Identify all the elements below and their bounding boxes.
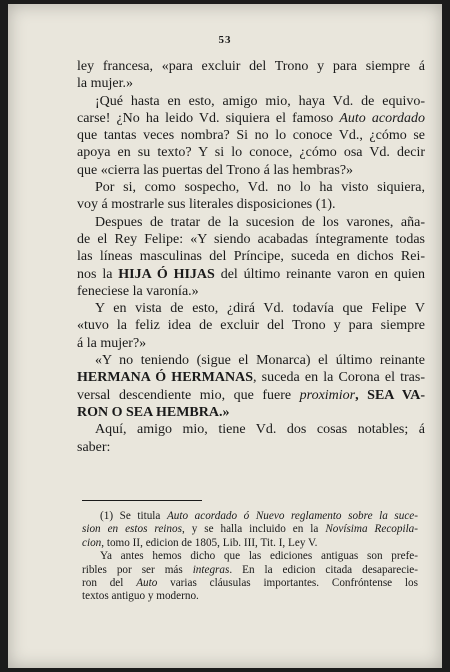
bold-emphasis: HIJA Ó HIJAS [118, 266, 215, 282]
footnote-line [82, 577, 418, 590]
text-segment: á la mujer?» [77, 335, 147, 351]
text-line [77, 300, 425, 317]
text-segment: , y se halla incluido en la [181, 523, 326, 536]
text-segment: ribles por ser más [82, 563, 193, 576]
text-segment: «Y no teniendo (sigue el Monarca) el último reinante [95, 353, 425, 369]
italic-term: Auto [136, 577, 158, 590]
text-segment: varias cláusulas importantes. Confróntense los [157, 577, 418, 590]
text-segment: apoya en su texto? Y si lo conoce, ¿cómo osa Vd. decir [77, 145, 425, 161]
text-line [77, 214, 425, 231]
text-line [77, 404, 425, 421]
text-line [77, 179, 425, 196]
text-line [77, 248, 425, 265]
text-segment: la mujer.» [77, 76, 133, 92]
text-segment: ley francesa, «para excluir del Trono y para siempre á [77, 59, 425, 74]
text-segment: (1) Se titula [100, 510, 167, 522]
text-line [77, 110, 425, 127]
text-line [77, 231, 425, 248]
page-number: 53 [218, 34, 232, 46]
text-line [77, 127, 425, 144]
footnote-divider [82, 500, 202, 501]
text-line [77, 369, 425, 386]
text-segment: de el Rey Felipe: «Y siendo acabadas íntegramente todas [77, 231, 425, 247]
footnote-line [82, 537, 418, 550]
text-line [77, 93, 425, 110]
text-segment: Aquí, amigo mio, tiene Vd. dos cosas notables; á [95, 422, 425, 438]
footnote [82, 510, 418, 604]
text-segment: que tantas veces nombra? Si no lo conoce Vd., ¿cómo se [77, 128, 425, 144]
text-segment: nos la [77, 266, 119, 282]
bold-emphasis: HERMANA Ó HERMANAS [77, 370, 253, 386]
text-segment: , tomo II, edicion de 1805, Lib. III, Tit. I, Ley V. [101, 536, 318, 549]
footnote-line [82, 564, 418, 577]
italic-title: Auto acordado [339, 110, 425, 126]
text-segment: Por si, como sospecho, Vd. no lo ha visto siquiera, [95, 180, 425, 196]
text-line [77, 75, 425, 92]
text-line [77, 421, 425, 438]
bold-emphasis: RON O SEA HEMBRA.» [77, 404, 230, 420]
text-line [77, 335, 425, 352]
italic-title: sion en estos reinos [82, 523, 182, 536]
italic-term: proximior [299, 387, 356, 403]
text-line [77, 352, 425, 369]
text-line [77, 266, 425, 283]
italic-title: Novísima Recopila- [325, 523, 419, 536]
text-segment: . En la edicion citada desaparecie- [229, 563, 418, 576]
text-line [77, 58, 425, 75]
footnote-line [82, 523, 418, 536]
bold-emphasis: , SEA VA- [355, 387, 425, 403]
text-segment: saber: [77, 439, 111, 455]
text-segment: voy á mostrarle sus literales disposiciones (1). [77, 197, 336, 213]
text-segment: textos antiguo y moderno. [82, 590, 199, 603]
text-segment: ¡Qué hasta en esto, amigo mio, haya Vd. de equivo- [95, 93, 425, 109]
text-segment: Y en vista de esto, ¿dirá Vd. todavía que Felipe V [95, 301, 425, 317]
text-segment: Despues de tratar de la sucesion de los varones, aña- [95, 214, 425, 230]
body-text [77, 58, 425, 456]
text-line [77, 439, 425, 456]
text-segment: ron del [82, 577, 137, 590]
text-line [77, 387, 425, 404]
text-segment: del último reinante varon en quien [214, 266, 425, 282]
italic-term: integras [192, 563, 230, 576]
text-line [77, 162, 425, 179]
italic-title: Auto acordado ó Nuevo reglamento sobre la suce- [166, 510, 418, 522]
text-segment: Ya antes hemos dicho que las ediciones antiguas son prefe- [100, 550, 418, 563]
footnote-line [82, 510, 418, 523]
text-segment: , suceda en la Corona el tras- [252, 370, 425, 386]
text-segment: que «cierra las puertas del Trono á las hembras?» [77, 162, 354, 178]
text-line [77, 196, 425, 213]
text-segment: carse! ¿No ha leido Vd. siquiera el famoso [77, 110, 340, 126]
text-segment: las líneas masculinas del Príncipe, suceda en dichos Rei- [77, 249, 425, 265]
text-line [77, 317, 425, 334]
footnote-line [82, 550, 418, 563]
book-page [8, 4, 442, 668]
text-line [77, 144, 425, 161]
text-segment: feneciese la varonía.» [77, 283, 199, 299]
italic-title: cion [82, 536, 102, 549]
text-line [77, 283, 425, 300]
text-segment: «tuvo la feliz idea de excluir del Trono y para siempre [77, 318, 425, 334]
text-segment: versal descendiente mio, que fuere [77, 387, 300, 403]
footnote-line [82, 590, 418, 603]
